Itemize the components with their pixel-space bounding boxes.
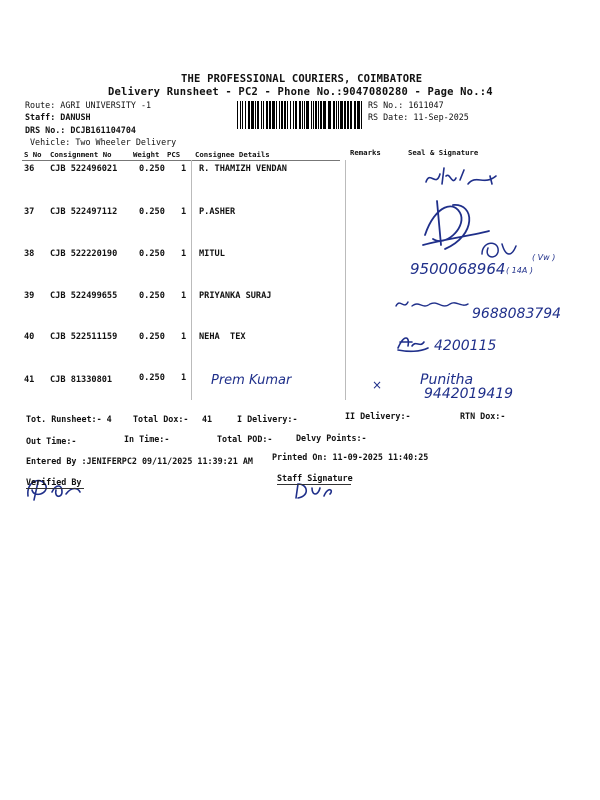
rs-date: RS Date: 11-Sep-2025 — [368, 112, 469, 122]
row-sno: 40 — [24, 332, 35, 342]
row-pcs: 1 — [181, 164, 187, 174]
row-pcs: 1 — [181, 207, 187, 217]
staff-signature-line — [277, 484, 351, 485]
tot-runsheet: Tot. Runsheet:- 4 — [26, 414, 112, 424]
delvy-points-label: Delvy Points:- — [296, 433, 367, 443]
col-consignment: Consignment No — [50, 150, 112, 159]
row-sno: 36 — [24, 164, 35, 174]
row-weight: 0.250 — [139, 207, 165, 217]
handwritten-note-38: ( Vw ) — [532, 253, 556, 262]
drs-label: DRS No.: DCJB161104704 — [25, 125, 136, 135]
col-consignee: Consignee Details — [195, 150, 270, 159]
route-label: Route: AGRI UNIVERSITY -1 — [25, 100, 152, 110]
row-consignee: NEHA TEX — [199, 332, 246, 342]
row-consignee: P.ASHER — [199, 207, 236, 217]
staff-signature-label: Staff Signature — [277, 473, 353, 483]
total-pod-label: Total POD:- — [217, 434, 273, 444]
ii-delivery-label: II Delivery:- — [345, 411, 411, 421]
row-weight: 0.250 — [139, 291, 165, 301]
row-pcs: 1 — [181, 291, 187, 301]
row-pcs: 1 — [181, 332, 187, 342]
in-time-label: In Time:- — [124, 434, 170, 444]
row-sno: 37 — [24, 207, 35, 217]
total-dox-value: 41 — [202, 414, 213, 424]
handwritten-note-38b: ( 14A ) — [506, 266, 533, 275]
row-consignment: CJB 81330801 — [50, 375, 113, 385]
row-consignment: CJB 522511159 — [50, 332, 118, 342]
row-sno: 41 — [24, 375, 35, 385]
row-consignee: R. THAMIZH VENDAN — [199, 164, 287, 174]
row-consignment: CJB 522499655 — [50, 291, 118, 301]
col-pcs: PCS — [167, 150, 181, 159]
rtn-dox-label: RTN Dox:- — [460, 411, 506, 421]
row-pcs: 1 — [181, 373, 187, 383]
runsheet-subtitle: Delivery Runsheet - PC2 - Phone No.:9047080280 - Page No.:4 — [108, 86, 493, 98]
col-sno: S No — [24, 150, 42, 159]
header-underline — [22, 160, 340, 161]
col-remarks: Remarks — [350, 148, 381, 157]
remarks-column-divider — [345, 160, 346, 400]
row-weight: 0.250 — [139, 164, 165, 174]
col-weight: Weight — [133, 150, 160, 159]
row-weight: 0.250 — [139, 373, 165, 383]
row-consignment: CJB 522220190 — [50, 249, 118, 259]
row-weight: 0.250 — [139, 332, 165, 342]
verified-by-label: Verified By — [26, 477, 82, 487]
handwritten-name-41b: Punitha — [420, 372, 474, 388]
handwritten-name-41: Prem Kumar — [211, 373, 292, 388]
consignee-column-divider — [191, 160, 192, 400]
total-dox-label: Total Dox:- — [133, 414, 189, 424]
staff-label: Staff: DANUSH — [25, 112, 91, 122]
handwritten-phone-41: 9442019419 — [424, 386, 514, 402]
signature-row-40 — [394, 332, 430, 354]
verified-by-line — [26, 488, 84, 489]
row-sno: 38 — [24, 249, 35, 259]
row-consignee: MITUL — [199, 249, 225, 259]
row-consignee: PRIYANKA SURAJ — [199, 291, 272, 301]
barcode-image — [237, 101, 363, 129]
handwritten-phone-38: 9500068964 — [410, 260, 506, 278]
entered-by: Entered By :JENIFERPC2 09/11/2025 11:39:21 AM — [26, 456, 253, 466]
signature-row-38 — [476, 236, 521, 262]
vehicle-label: Vehicle: Two Wheeler Delivery — [30, 137, 177, 147]
col-seal-signature: Seal & Signature — [408, 148, 479, 157]
row-consignment: CJB 522497112 — [50, 207, 118, 217]
handwritten-phone-40: 4200115 — [434, 338, 497, 354]
company-title: THE PROFESSIONAL COURIERS, COIMBATORE — [181, 73, 423, 85]
handwritten-phone-39: 9688083794 — [472, 306, 562, 322]
row-pcs: 1 — [181, 249, 187, 259]
printed-on: Printed On: 11-09-2025 11:40:25 — [272, 452, 429, 462]
row-consignment: CJB 522496021 — [50, 164, 118, 174]
handwritten-mark-41: × — [372, 378, 383, 392]
out-time-label: Out Time:- — [26, 436, 77, 446]
row-sno: 39 — [24, 291, 35, 301]
i-delivery-label: I Delivery:- — [237, 414, 298, 424]
row-weight: 0.250 — [139, 249, 165, 259]
rs-number: RS No.: 1611047 — [368, 100, 444, 110]
signature-row-39 — [392, 294, 472, 314]
signature-row-36 — [420, 162, 510, 194]
